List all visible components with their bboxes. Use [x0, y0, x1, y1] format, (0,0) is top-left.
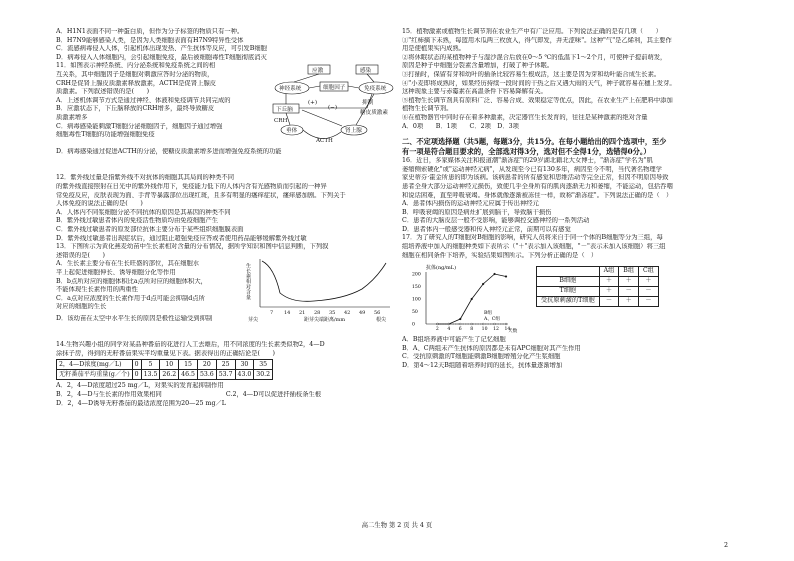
chart-xlabel: 距芽尖端距离/mm [304, 317, 346, 324]
text-line: B．b点所对应的细胞体积比a点所对应的细胞体积大， [56, 277, 207, 285]
cell: ＋ [599, 287, 619, 297]
text-line: D．病毒感染通过促进ACTH的分泌，使糖皮质激素增多进而增强免疫系统的功能 [56, 148, 282, 156]
text-line: A．生长素主要分布在生长旺盛的部位，其在细胞水 [56, 260, 200, 268]
cell: 26.2 [160, 370, 179, 380]
cell: － [619, 287, 639, 297]
text-line: 患者全身大部分运动神经元损伤，致使几乎全身所有的肌肉逐渐无力和萎缩，不能运动，包括吞咽 [402, 182, 673, 190]
x-tick: 42 [344, 310, 351, 317]
section-2-title [402, 137, 738, 157]
data-point [494, 273, 496, 275]
cell: ＋ [599, 277, 619, 287]
cell: 53.6 [197, 370, 216, 380]
question-14 [56, 341, 396, 408]
question-13 [56, 243, 396, 341]
y-tick: 100 [412, 297, 421, 303]
label-shenshang: 肾上腺 [345, 128, 362, 135]
section-title-line: 有一项是符合题目要求的，全部选对得3分，选对但不全得1分，选错得0分。） [402, 147, 651, 157]
text-line: 17．为了研究人的T细胞对B细胞的影响，研究人员将来自于同一个体的B细胞等分为三组，每 [402, 234, 663, 242]
text-line: 平上起促进细胞伸长、诱导细胞分化等作用 [56, 268, 176, 276]
data-point [459, 323, 461, 325]
label-yizhi: 抑制 [362, 100, 374, 107]
cell: 53.7 [216, 370, 235, 380]
page-footer: 高二生物 第 2 页 共 4 页 [361, 522, 433, 529]
right-column [402, 28, 738, 371]
text-line: D．2，4—D诱导无籽番茄的最适浓度范围为20—25 mg／L [56, 399, 226, 407]
text-line: 细胞在相同条件下培养，实验结果如图所示。下列分析正确的是（ ） [402, 251, 598, 259]
cell: 0 [132, 370, 141, 380]
text-line: 人体免疫的说法正确的是( ) [56, 200, 143, 208]
label-plus: (+) [308, 100, 318, 107]
section-title-line: 二、不定项选择题（共5题，每题3分，共15分。在每小题给出的四个选项中，至少 [402, 137, 667, 147]
text-line: 16．近日，多家媒体关注和报道潮"渐冻症"的29岁湖北籍北大女博士，"渐冻症"学名为"肌 [402, 157, 653, 165]
text-line: ⑥在植物器官中同时存在着多种激素，决定器官生长发育的，往往是某种激素的绝对含量 [402, 113, 648, 121]
row-label: 2，4—D浓度(mg／L) [57, 360, 133, 370]
cell: ＋ [619, 277, 639, 287]
legend-ac: A、C组 [484, 317, 501, 323]
text-line: A．人体内不同浆细胞分泌不同抗体的原因是其基因的种类不同 [56, 208, 231, 216]
header-cell: B组 [619, 267, 639, 277]
text-line: B．A、C两组未产生抗体的原因都是未有APC细胞对其产生作用 [402, 344, 581, 352]
cell: ＋ [619, 297, 639, 307]
cell: 43.0 [235, 370, 254, 380]
header-cell: C组 [639, 267, 659, 277]
text-line: 萎缩侧索硬化"或"运动神经元病"，从发现至今已有130多年，病因至今不明，当代著名物理学 [402, 165, 662, 173]
option-c: C.2，4—D可以促进扦插枝条生根 [225, 390, 322, 398]
text-line: 14.生物兴趣小组的同学对某品种番茄的花进行人工去雄后，用不同浓度的生长素类似物2，4—D [56, 341, 325, 349]
x-tick: 56 [374, 310, 381, 317]
cell-group-table [536, 266, 659, 307]
y-tick: 0 [412, 322, 415, 328]
row-label: 无籽番茄平均重量(g／个) [57, 370, 133, 380]
y-tick: 200 [412, 272, 421, 278]
x-tick-labels [270, 310, 380, 316]
text-line: C．流感病毒侵入人体，引起机体出现发热、产生抗体等反应，可引发B细胞 [56, 45, 267, 53]
data-point [437, 323, 439, 325]
header-cell [537, 267, 600, 277]
text-line: 常免疫反应，皮肤表现为面、手背等暴露部位出现红斑，且多有明显的瘙痒症状，瘙痒感加剧。下列关于 [56, 191, 346, 199]
text-line: A．患者体内损伤的运动神经元应属于传出神经元 [402, 200, 539, 208]
x-tick: 12 [493, 327, 499, 333]
cell: T细胞 [537, 287, 600, 297]
text-line: B．H7N9能够感染人类，是因为人类细胞表面有H7N9特异性受体 [56, 36, 244, 44]
text-line: B．应激状态下，下丘脑释放的CRH增多，最终导致糖皮 [56, 105, 215, 113]
x-tick: 4 [447, 327, 451, 333]
table-row [537, 277, 659, 287]
label-minus: (−) [328, 105, 338, 112]
question-11 [56, 62, 396, 174]
auxin-distribution-chart [244, 257, 394, 323]
cell: 13.5 [141, 370, 160, 380]
text-line: ①"红柿摘下未熟，每篮用木瓜两三枚放入，得气即发，并无涩味"。这种"气"是乙烯利，其主要作 [402, 36, 672, 44]
text-line: 不能体现生长素作用的两重性 [56, 286, 138, 294]
text-line: B．紫外线过敏患者体内的免疫活性物质均由免疫细胞产生 [56, 217, 219, 225]
tip-label: 芽尖 [248, 317, 259, 324]
question-16 [402, 157, 738, 234]
cell: 受抗原刺激的T细胞 [537, 297, 600, 307]
text-line: 涂抹子房，得到的无籽番茄果实平均重量见下表。据表得出的正确结论是( ) [56, 349, 276, 357]
x-tick: 49 [359, 310, 366, 317]
table-row [537, 267, 659, 277]
header-cell: A组 [599, 267, 619, 277]
text-line: D．病毒侵入人体细胞内，会引起细胞免疫，最后被细胞毒性T细胞彻底消灭 [56, 53, 267, 61]
text-line: A．H1N1表面不同一种蛋白质，但作为分子标签的物质只有一种。 [56, 28, 244, 35]
text-line: C．病毒感染能刺激T细胞分泌细胞因子，细胞因子通过增强 [56, 122, 223, 130]
auxin-curve [262, 261, 386, 301]
text-line: 组培养液中加入的细胞种类如下表所示（"＋"表示加入该细胞，"－"表示未加入该细胞）将三组 [402, 243, 666, 251]
label-crh: CRH [274, 118, 288, 125]
chart-xlabel: 天数 [508, 329, 518, 335]
text-line: 和说话困难，直至呼吸衰竭。身体就像逐渐被冻住一样，故称"渐冻症"。下列说法正确的是（ ） [402, 191, 673, 199]
x-tick: 7 [270, 310, 274, 317]
text-line: C．紫外线过敏患者的原发部位抗体主要分布于某些组织细胞膜表面 [56, 225, 244, 233]
x-tick: 14 [504, 327, 511, 333]
text-line: 质激素增多 [56, 113, 88, 121]
label-ganran: 感染 [360, 68, 372, 75]
text-line: C．a点对应浓度的生长素作用于d点可能会抑制d点所 [56, 294, 205, 302]
cell: 35 [254, 360, 273, 370]
text-line: 细胞毒性T细胞的功能增强细胞免疫 [56, 131, 155, 139]
text-line: 互关系，其中细胞因子是细胞对刺激应答时分泌的物质， [56, 70, 214, 78]
text-line: D．患者体内一般感受器和传入神经元正常，前期可以有感觉 [402, 225, 571, 233]
text-line: ②将休眠状态的某植物种子与湿沙混合后放在0～5 ℃的低温下1～2个月，可使种子提前萌发， [402, 53, 667, 61]
table-row [537, 287, 659, 297]
data-point [505, 276, 507, 278]
text-line: 述错误的是( ) [56, 251, 105, 259]
x-tick: 6 [458, 327, 462, 333]
chart-ylabel: 生长素相对含量 [245, 263, 251, 300]
text-line: 原因是种子中细胞分裂素含量增加，打破了种子休眠。 [402, 62, 554, 70]
text-line: D．第4～12天B组随着培养时间的延长，抗体量逐渐增加 [402, 362, 563, 370]
legend-b: B组 [484, 311, 492, 317]
text-line: 12．紫外线过量是指紫外线不对抗体的细胞其其局间的种类不同 [56, 174, 235, 182]
cell: － [599, 297, 619, 307]
lines-top [56, 28, 396, 62]
y-tick: 150 [412, 285, 421, 291]
data-point [494, 323, 496, 325]
cell: 5 [141, 360, 160, 370]
text-line: C．患者的大脑皮层一般不受影响，能够调控交感神经的一系列活动 [402, 217, 590, 225]
x-tick: 35 [329, 310, 336, 317]
x-tick: 8 [470, 327, 474, 333]
root-label: 根尖 [376, 317, 387, 324]
label-shenjing: 神经系统 [279, 86, 302, 93]
text-line: 的紫外线直接照射在日光中的紫外线作用下，免疫能力低下的人体内含有光感物质而引起的一种异 [56, 182, 327, 190]
text-line: 13．下图所示为黄化燕麦幼苗中生长素相对含量的分布情况，据所学知识和图中信息判断，下列叙 [56, 243, 329, 251]
cell: 30.2 [254, 370, 273, 380]
question-17 [402, 234, 738, 370]
option-b: B．2，4—D与生长素的作用效果相同 [56, 390, 162, 398]
text-line: B．呼吸衰竭的原因是病灶扩展到脑干，导致脑干损伤 [402, 208, 552, 216]
label-acth: ACTH [316, 138, 333, 145]
text-line: 这种现象主要与赤霉素在高温条件下容易降解有关。 [402, 88, 547, 96]
text-line: CRH是促肾上腺皮质激素释放激素，ACTH是促肾上腺皮 [56, 79, 217, 87]
question-12 [56, 174, 396, 243]
cell: 30 [235, 360, 254, 370]
data-point [459, 318, 461, 320]
x-tick: 28 [314, 310, 321, 317]
table-row [57, 370, 273, 380]
cell: 0 [132, 360, 141, 370]
text-line: 对应的细胞的生长 [56, 303, 107, 311]
text-line: A．上述机体调节方式是通过神经、体液和免疫调节共同完成的 [56, 96, 231, 104]
cell: B细胞 [537, 277, 600, 287]
data-point [482, 323, 484, 325]
option-row [56, 391, 396, 400]
chart-ylabel: 抗体(ng/mL) [426, 265, 457, 272]
q17-figure-area [402, 260, 738, 336]
antibody-line-chart [408, 262, 518, 334]
text-line: D．紫外线过敏患者出现症状后，通过阻止超强免疫应答或者使用药品能够缓解紫外线过敏 [56, 234, 307, 242]
table-row [537, 297, 659, 307]
immune-regulation-diagram [272, 64, 396, 148]
cell: － [639, 287, 659, 297]
text-line: 用是使植果实内成熟。 [402, 45, 465, 53]
label-xibao: 细胞因子 [323, 85, 346, 92]
label-chuiti: 垂体 [286, 128, 298, 135]
cell: 20 [197, 360, 216, 370]
y-tick: 50 [412, 310, 418, 316]
text-line: D．该幼苗在太空中水平生长的原因是极性运输受到抑制 [56, 315, 213, 323]
data-point [448, 323, 450, 325]
cell: 46.5 [179, 370, 198, 380]
text-line: 15．植物激素或植物生长调节剂在农业生产中有广泛应用。下列说法正确的是有几项（ ） [402, 28, 662, 35]
text-line: 植物生长调节剂。 [402, 105, 453, 113]
left-column [56, 28, 396, 408]
x-tick: 10 [481, 327, 488, 333]
x-tick: 21 [299, 310, 306, 317]
text-line: ③打插时，保留有芽和幼叶的插条比较容易生根成活，这主要是因为芽和幼叶能合成生长素。 [402, 70, 661, 78]
text-line: 11．如图表示神经系统、内分泌系统和免疫系统之间的相 [56, 62, 216, 70]
page-number: 2 [724, 542, 729, 549]
cell: ＋ [639, 277, 659, 287]
label-xieqiu: 下丘脑 [276, 107, 293, 114]
x-tick: 2 [435, 327, 439, 333]
cell: 10 [160, 360, 179, 370]
text-line: 家史蒂芬·霍金所患的即为该病。该病患者的所有感觉和思维活动等完全正常，但因不明原因导致 [402, 174, 669, 182]
data-point [482, 283, 484, 285]
x-tick: 14 [284, 310, 291, 317]
label-mianyi: 免疫系统 [364, 86, 387, 93]
data-point [471, 298, 473, 300]
cell: 25 [216, 360, 235, 370]
label-yingji: 应激 [312, 68, 324, 75]
auxin-table [56, 359, 273, 380]
question-15 [402, 28, 738, 131]
data-point [471, 323, 473, 325]
cell: 15 [179, 360, 198, 370]
text-line: ④"小麦即将成熟时，如果经历持续一段时间的干热之后又遇大雨的天气，种子就容易在穗上发芽。 [402, 79, 676, 87]
text-line: ⑤植物生长调节剂具有原料广泛、容易合成、效果稳定等优点，因此，在农业生产上在肥料中添加 [402, 96, 673, 104]
text-line: C．受抗原刺激的T细胞能刺激B细胞增殖分化产生浆细胞 [402, 353, 561, 361]
text-line: A．2，4—D浓度超过25 mg／L，对果实的发育起抑制作用 [56, 382, 224, 390]
data-point [505, 323, 507, 325]
text-line: A．0项 B．1项 C．2项 D．3项 [402, 122, 519, 130]
label-tangpizhi: 糖皮质激素 [360, 110, 388, 117]
text-line: A．B组培养液中可能产生了记忆细胞 [402, 336, 506, 344]
cell: － [639, 297, 659, 307]
text-line: 质激素。下列叙述错误的是( ) [56, 88, 150, 96]
table-row [57, 360, 273, 370]
